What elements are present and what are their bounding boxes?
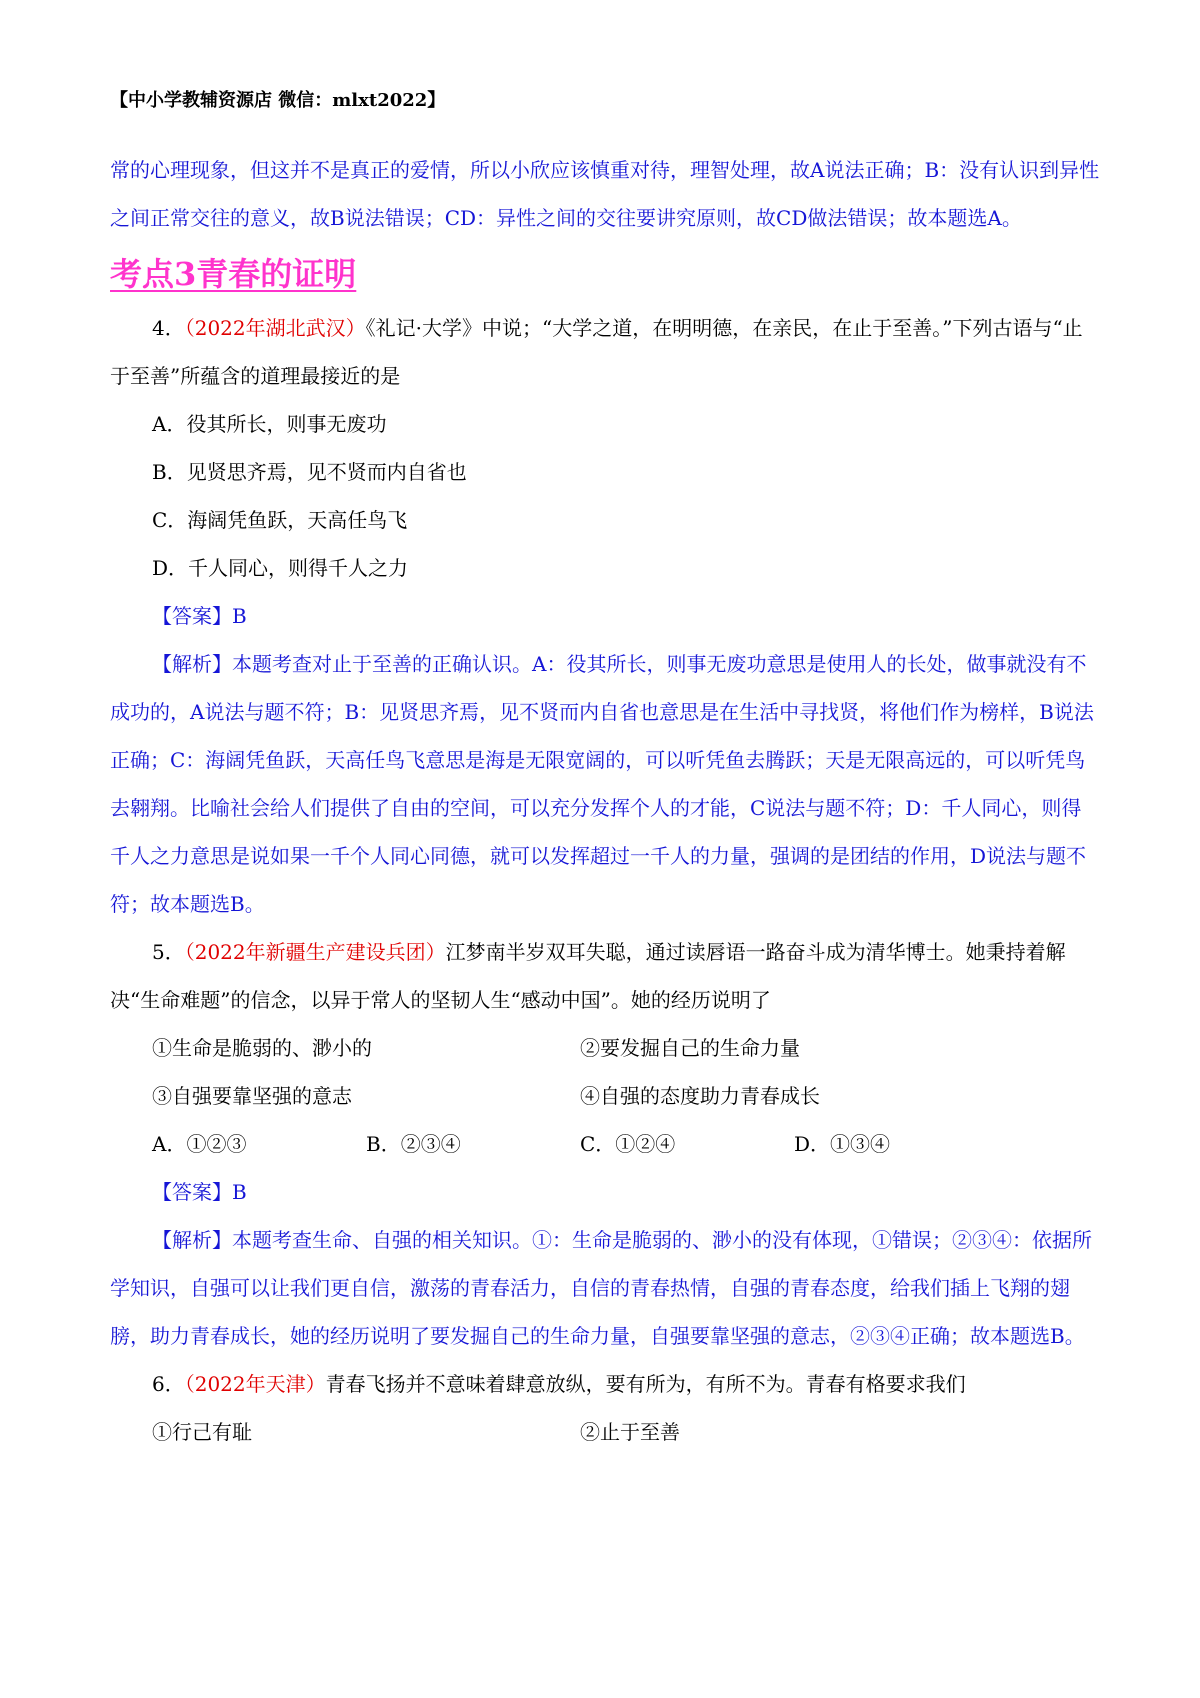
q5-option-b: B．②③④ [366, 1132, 461, 1156]
q5-statement-1: ①生命是脆弱的、渺小的 [152, 1036, 372, 1060]
q5-statement-2: ②要发掘自己的生命力量 [580, 1036, 800, 1060]
question-source: （2022年新疆生产建设兵团） [184, 940, 446, 964]
question-number: 4． [152, 316, 185, 340]
question-stem-text: 江梦南半岁双耳失聪，通过读唇语一路奋斗成为清华博士。她秉持着解决“生命难题”的信念，以异于常人的坚韧人生“感动中国”。她的经历说明了 [110, 940, 1066, 1012]
page-header: 【中小学教辅资源店 微信：mlxt2022】 [110, 90, 446, 111]
question-number: 5． [152, 940, 185, 964]
question-stem-text: 青春飞扬并不意味着肆意放纵，要有所为，有所不为。青春有格要求我们 [325, 1372, 966, 1396]
q5-answer: 【答案】B [152, 1180, 247, 1204]
q4-option-d: D．千人同心，则得千人之力 [152, 556, 409, 580]
question-source: （2022年天津） [184, 1372, 326, 1396]
q6-statement-2: ②止于至善 [580, 1420, 680, 1444]
question-4-stem [110, 304, 1100, 400]
q4-analysis: 【解析】本题考查对止于至善的正确认识。A：役其所长，则事无废功意思是使用人的长处，做事就没有不成功的，A说法与题不符；B：见贤思齐焉，见不贤而内自省也意思是在生活中寻找贤，将他们作为榜样，B说法正确；C：海阔凭鱼跃，天高任鸟飞意思是海是无限宽阔的，可以听凭鱼去腾跃；天是无限高远的，可以听凭鸟去翱翔。比喻社会给人们提供了自由的空间，可以充分发挥个人的才能，C说法与题不符；D：千人同心，则得千人之力意思是说如果一千个人同心同德，就可以发挥超过一千人的力量，强调的是团结的作用，D说法与题不符；故本题选B。 [110, 652, 1094, 916]
question-number: 6． [152, 1372, 185, 1396]
q5-analysis: 【解析】本题考查生命、自强的相关知识。①：生命是脆弱的、渺小的没有体现，①错误；②③④：依据所学知识，自强可以让我们更自信，激荡的青春活力，自信的青春热情，自强的青春态度，给我们插上飞翔的翅膀，助力青春成长，她的经历说明了要发掘自己的生命力量，自强要靠坚强的意志，②③④正确；故本题选B。 [110, 1228, 1092, 1348]
q5-statement-4: ④自强的态度助力青春成长 [580, 1084, 820, 1108]
section-title: 考点3青春的证明 [110, 255, 357, 293]
q5-statement-3: ③自强要靠坚强的意志 [152, 1084, 352, 1108]
q5-statement-row-1 [110, 1024, 1100, 1072]
question-source: （2022年湖北武汉） [184, 316, 366, 340]
q5-option-c: C．①②④ [580, 1132, 676, 1156]
question-6-stem [110, 1360, 1100, 1408]
question-stem-text: 《礼记·大学》中说；“大学之道，在明明德，在亲民，在止于至善。”下列古语与“止于至善”所蕴含的道理最接近的是 [110, 316, 1083, 388]
document-body [110, 146, 1100, 1456]
q6-statement-1: ①行己有耻 [152, 1420, 252, 1444]
question-5-stem [110, 928, 1100, 1024]
q5-options-row [110, 1120, 1100, 1168]
q4-option-a: A．役其所长，则事无废功 [152, 412, 387, 436]
q5-statement-row-2 [110, 1072, 1100, 1120]
q4-option-c: C．海阔凭鱼跃，天高任鸟飞 [152, 508, 408, 532]
q5-option-d: D．①③④ [794, 1132, 891, 1156]
q5-option-a: A．①②③ [152, 1132, 247, 1156]
q4-option-b: B．见贤思齐焉，见不贤而内自省也 [152, 460, 467, 484]
previous-analysis-text: 常的心理现象，但这并不是真正的爱情，所以小欣应该慎重对待，理智处理，故A说法正确；B：没有认识到异性之间正常交往的意义，故B说法错误；CD：异性之间的交往要讲究原则，故CD做法错误；故本题选A。 [110, 158, 1100, 230]
q6-statement-row-1 [110, 1408, 1100, 1456]
q4-answer: 【答案】B [152, 604, 247, 628]
